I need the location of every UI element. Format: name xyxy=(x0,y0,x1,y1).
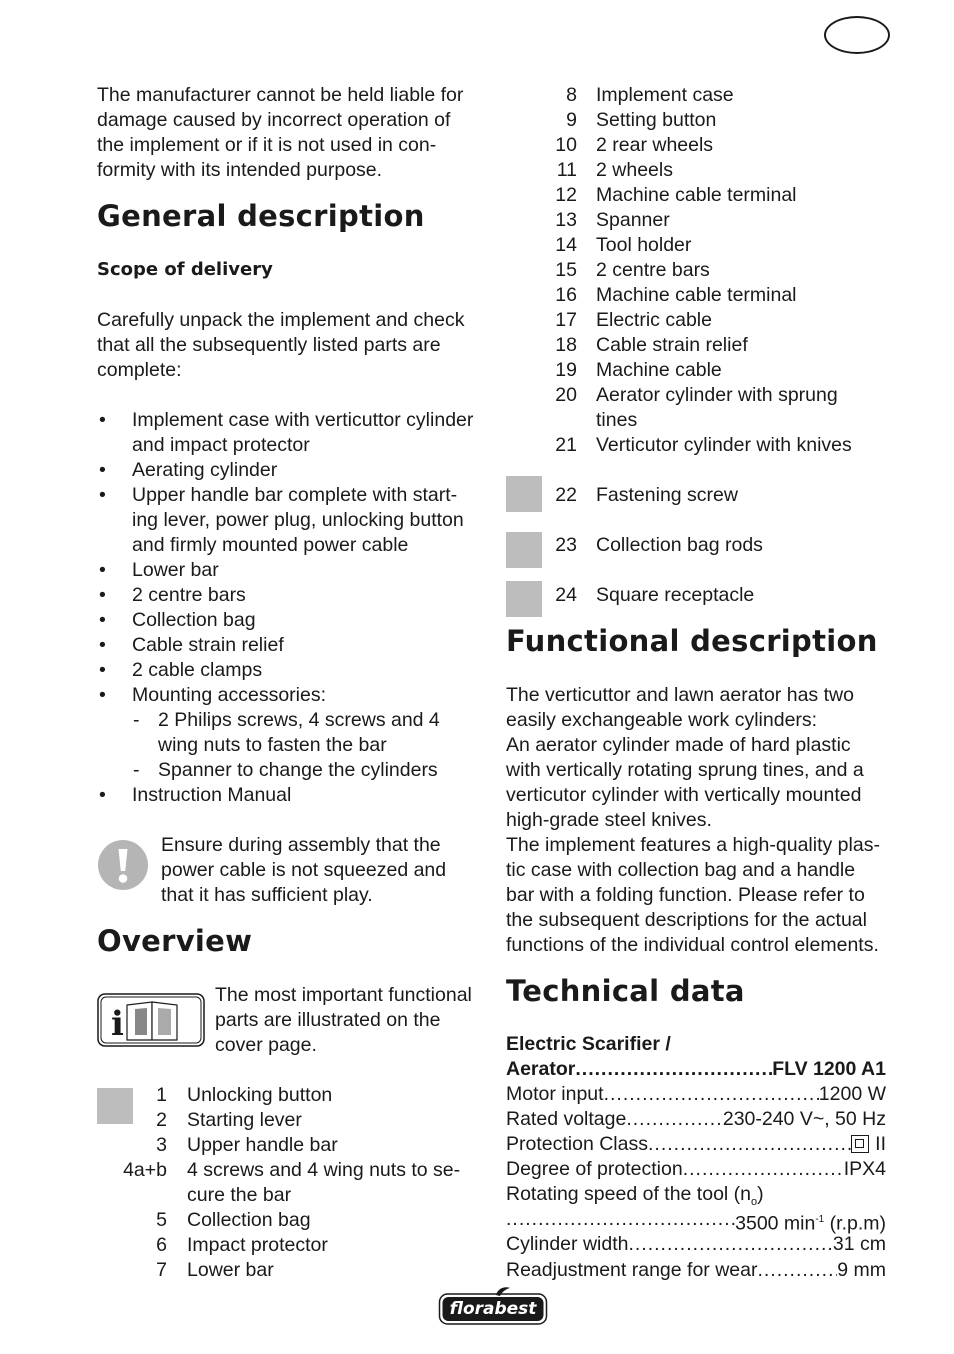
part-number: 7 xyxy=(156,1259,167,1281)
dot-leader xyxy=(683,1157,844,1182)
part-label: Machine cable terminal xyxy=(596,284,797,306)
part-number: 9 xyxy=(566,109,577,131)
part-label: Impact protector xyxy=(187,1234,328,1256)
functional-description-heading: Functional description xyxy=(506,624,878,658)
bullet: • xyxy=(99,459,106,481)
unpack-line: that all the subsequently listed parts are xyxy=(97,334,441,356)
part-row xyxy=(506,483,896,508)
part-row xyxy=(506,83,896,108)
part-label: Machine cable xyxy=(596,359,722,381)
part-number: 24 xyxy=(555,584,577,606)
part-label: Unlocking button xyxy=(187,1084,333,1106)
info-book-icon xyxy=(97,993,205,1047)
list-item-line: Mounting accessories: xyxy=(132,684,327,706)
dot-leader xyxy=(604,1082,819,1107)
bullet: • xyxy=(99,609,106,631)
part-number: 17 xyxy=(555,309,577,331)
unpack-line: complete: xyxy=(97,359,182,381)
part-label: 2 centre bars xyxy=(596,259,710,281)
part-label: Collection bag rods xyxy=(596,534,763,556)
bullet: • xyxy=(99,784,106,806)
part-number: 22 xyxy=(555,484,577,506)
part-label: Fastening screw xyxy=(596,484,738,506)
part-label: Aerator cylinder with sprung xyxy=(596,384,838,406)
spec-row xyxy=(506,1132,886,1157)
intro-line: the implement or if it is not used in con- xyxy=(97,134,437,156)
list-item-line: and impact protector xyxy=(132,434,310,456)
spec-row xyxy=(506,1258,886,1283)
spec-value-unit: (r.p.m) xyxy=(824,1212,886,1235)
part-number: 13 xyxy=(555,209,577,231)
list-item-line: and firmly mounted power cable xyxy=(132,534,409,556)
parts-list-left xyxy=(97,1083,487,1283)
part-row xyxy=(506,158,896,183)
part-number: 23 xyxy=(555,534,577,556)
dot-leader xyxy=(628,1232,832,1257)
part-row xyxy=(506,333,896,358)
sub-item-line: 2 Philips screws, 4 screws and 4 xyxy=(158,709,440,731)
part-label: 4 screws and 4 wing nuts to se- xyxy=(187,1159,461,1181)
technical-data-heading: Technical data xyxy=(506,974,745,1008)
spec-value: 230-240 V~, 50 Hz xyxy=(722,1108,886,1130)
part-number: 10 xyxy=(555,134,577,156)
part-number: 16 xyxy=(555,284,577,306)
part-label: Lower bar xyxy=(187,1259,274,1281)
part-row xyxy=(506,233,896,258)
functional-line: An aerator cylinder made of hard plastic xyxy=(506,734,851,756)
bullet: • xyxy=(99,409,106,431)
list-item-line: 2 cable clamps xyxy=(132,659,263,681)
spec-value-wrap xyxy=(851,1132,886,1157)
spec-label: Protection Class xyxy=(506,1133,648,1155)
sub-item-line: wing nuts to fasten the bar xyxy=(158,734,387,756)
part-label: Starting lever xyxy=(187,1109,302,1131)
part-row xyxy=(506,383,896,433)
spec-label: Cylinder width xyxy=(506,1233,629,1255)
part-label: 2 rear wheels xyxy=(596,134,714,156)
part-row xyxy=(506,358,896,383)
part-row xyxy=(97,1233,487,1258)
spec-value: 31 cm xyxy=(832,1233,886,1255)
svg-text:i: i xyxy=(111,1004,124,1044)
dot-leader xyxy=(648,1132,851,1157)
list-item-line: Upper handle bar complete with start- xyxy=(132,484,458,506)
list-item-line: 2 centre bars xyxy=(132,584,246,606)
part-label: cure the bar xyxy=(187,1184,292,1206)
part-number: 18 xyxy=(555,334,577,356)
list-item-line: Instruction Manual xyxy=(132,784,292,806)
spec-row xyxy=(506,1232,886,1257)
bullet: • xyxy=(99,659,106,681)
bullet: • xyxy=(99,559,106,581)
part-row xyxy=(506,183,896,208)
list-item xyxy=(97,633,487,658)
spec-value: II xyxy=(875,1133,886,1155)
spec-label: Aerator xyxy=(506,1058,576,1080)
part-row xyxy=(97,1108,487,1133)
list-item-line: Lower bar xyxy=(132,559,219,581)
parts-list-right xyxy=(506,83,896,458)
part-label: tines xyxy=(596,409,638,431)
part-row xyxy=(97,1258,487,1283)
functional-line: functions of the individual control elements. xyxy=(506,934,879,956)
list-item xyxy=(97,408,487,458)
warning-line: Ensure during assembly that the xyxy=(161,834,441,856)
functional-paragraph xyxy=(506,683,901,958)
part-number: 3 xyxy=(156,1134,167,1156)
part-label: Electric cable xyxy=(596,309,712,331)
bullet: • xyxy=(99,684,106,706)
warning-text xyxy=(161,833,481,908)
spec-label: Rotating speed of the tool (n xyxy=(506,1183,751,1205)
part-row xyxy=(506,308,896,333)
sub-list-item xyxy=(97,758,487,783)
functional-line: The implement features a high-quality plas- xyxy=(506,834,880,856)
list-item xyxy=(97,783,487,808)
part-row xyxy=(97,1083,487,1108)
spec-label: Rated voltage xyxy=(506,1108,627,1130)
list-item-line: Implement case with verticuttor cylinder xyxy=(132,409,474,431)
delivery-list xyxy=(97,408,487,808)
part-row xyxy=(97,1158,487,1208)
spec-row xyxy=(506,1207,886,1235)
brand-name: florabest xyxy=(449,1299,537,1319)
part-label: Verticutor cylinder with knives xyxy=(596,434,852,456)
spec-value: 3500 min xyxy=(735,1212,816,1235)
spec-value: 1200 W xyxy=(818,1083,886,1105)
bullet: • xyxy=(99,584,106,606)
dot-leader xyxy=(506,1207,735,1232)
list-item xyxy=(97,583,487,608)
unpack-line: Carefully unpack the implement and check xyxy=(97,309,465,331)
spec-label-end: ) xyxy=(757,1183,764,1205)
warning-line: power cable is not squeezed and xyxy=(161,859,447,881)
intro-paragraph xyxy=(97,83,487,183)
part-number: 8 xyxy=(566,84,577,106)
bullet: • xyxy=(99,634,106,656)
part-row xyxy=(506,583,896,608)
list-item-line: Aerating cylinder xyxy=(132,459,278,481)
part-number: 1 xyxy=(156,1084,167,1106)
part-row xyxy=(506,108,896,133)
part-row xyxy=(506,533,896,558)
unpack-paragraph xyxy=(97,308,487,383)
part-label: Square receptacle xyxy=(596,584,755,606)
part-label: Collection bag xyxy=(187,1209,311,1231)
part-row xyxy=(506,433,896,458)
bullet: • xyxy=(99,484,106,506)
list-item-line: ing lever, power plug, unlocking button xyxy=(132,509,464,531)
product-name: Electric Scarifier / xyxy=(506,1033,671,1055)
dot-leader xyxy=(575,1057,772,1082)
list-item xyxy=(97,483,487,558)
overview-heading: Overview xyxy=(97,924,253,958)
list-item xyxy=(97,608,487,633)
part-row xyxy=(97,1133,487,1158)
exclamation-icon xyxy=(98,840,148,890)
list-item xyxy=(97,658,487,683)
spec-label: Degree of protection xyxy=(506,1158,683,1180)
spec-value: 9 mm xyxy=(837,1259,886,1281)
functional-line: verticutor cylinder with vertically mounted xyxy=(506,784,862,806)
list-item-line: Cable strain relief xyxy=(132,634,284,656)
spec-label: Readjustment range for wear xyxy=(506,1259,758,1281)
list-item xyxy=(97,458,487,483)
intro-line: damage caused by incorrect operation of xyxy=(97,109,451,131)
dot-leader xyxy=(757,1258,837,1283)
part-label: Machine cable terminal xyxy=(596,184,797,206)
part-row xyxy=(97,1208,487,1233)
warning-line: that it has sufficient play. xyxy=(161,884,373,906)
part-number: 4a+b xyxy=(123,1159,167,1181)
part-row xyxy=(506,133,896,158)
spec-value-superscript: -1 xyxy=(815,1214,825,1225)
scope-of-delivery-heading: Scope of delivery xyxy=(97,259,273,280)
part-number: 11 xyxy=(556,159,577,181)
part-label: 2 wheels xyxy=(596,159,673,181)
functional-line: The verticuttor and lawn aerator has two xyxy=(506,684,854,706)
part-label: Tool holder xyxy=(596,234,692,256)
part-number: 15 xyxy=(555,259,577,281)
dash: - xyxy=(133,759,140,781)
dot-leader xyxy=(626,1107,723,1132)
part-label: Cable strain relief xyxy=(596,334,748,356)
part-number: 21 xyxy=(555,434,577,456)
intro-line: The manufacturer cannot be held liable for xyxy=(97,84,464,106)
info-line: cover page. xyxy=(215,1034,317,1056)
general-description-heading: General description xyxy=(97,199,425,233)
spec-value: IPX4 xyxy=(843,1158,886,1180)
spec-row xyxy=(506,1157,886,1182)
list-item-line: Collection bag xyxy=(132,609,256,631)
functional-line: the subsequent descriptions for the actual xyxy=(506,909,867,931)
brand-logo xyxy=(438,1286,548,1326)
info-line: The most important functional xyxy=(215,984,472,1006)
list-item xyxy=(97,683,487,708)
part-number: 20 xyxy=(555,384,577,406)
list-item xyxy=(97,558,487,583)
part-number: 5 xyxy=(156,1209,167,1231)
spec-label-row xyxy=(506,1182,764,1207)
spec-label-subscript: o xyxy=(751,1195,758,1208)
part-label: Upper handle bar xyxy=(187,1134,338,1156)
functional-line: tic case with collection bag and a handle xyxy=(506,859,856,881)
part-label: Setting button xyxy=(596,109,717,131)
sub-list-item xyxy=(97,708,487,758)
functional-line: high-grade steel knives. xyxy=(506,809,712,831)
sub-item-line: Spanner to change the cylinders xyxy=(158,759,438,781)
spec-value-wrap xyxy=(735,1207,886,1235)
part-number: 12 xyxy=(555,184,577,206)
functional-line: with vertically rotating sprung tines, and a xyxy=(506,759,864,781)
spec-label: Motor input xyxy=(506,1083,604,1105)
info-line: parts are illustrated on the xyxy=(215,1009,441,1031)
functional-line: easily exchangeable work cylinders: xyxy=(506,709,818,731)
spec-row xyxy=(506,1107,886,1132)
intro-line: formity with its intended purpose. xyxy=(97,159,383,181)
dash: - xyxy=(133,709,140,731)
part-label: Implement case xyxy=(596,84,734,106)
functional-line: bar with a folding function. Please refer to xyxy=(506,884,865,906)
part-number: 2 xyxy=(156,1109,167,1131)
part-label: Spanner xyxy=(596,209,670,231)
part-row xyxy=(506,258,896,283)
part-row xyxy=(506,283,896,308)
part-number: 6 xyxy=(156,1234,167,1256)
spec-row xyxy=(506,1082,886,1107)
part-number: 19 xyxy=(555,359,577,381)
part-number: 14 xyxy=(555,234,577,256)
spec-value: FLV 1200 A1 xyxy=(772,1058,886,1080)
product-model-row xyxy=(506,1057,886,1082)
part-row xyxy=(506,208,896,233)
info-text xyxy=(215,983,485,1058)
double-square-icon xyxy=(851,1135,869,1153)
oval-badge-icon xyxy=(824,16,890,54)
